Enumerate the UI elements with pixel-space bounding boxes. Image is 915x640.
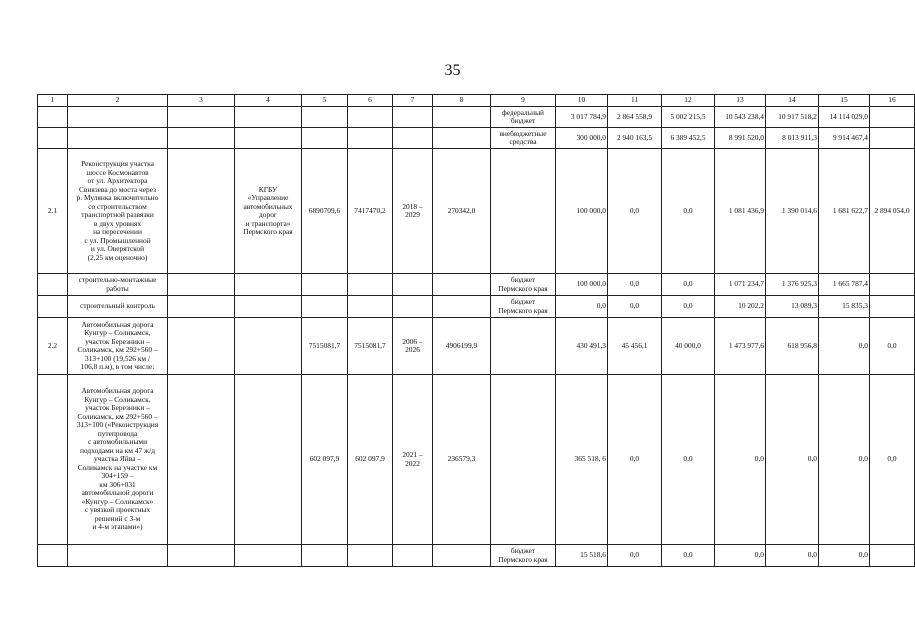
table-cell-col-10: 3 017 784,9 <box>556 107 608 128</box>
table-cell-col-12: 0,0 <box>662 274 715 296</box>
table-cell-col-1 <box>38 274 68 296</box>
table-cell-col-2 <box>68 128 168 149</box>
table-cell-col-6 <box>348 274 393 296</box>
col-num-10: 10 <box>556 95 608 107</box>
financing-table <box>37 94 915 567</box>
table-cell-col-4 <box>235 375 302 545</box>
table-cell-col-15: 1 681 622,7 <box>819 149 870 274</box>
table-cell-col-2: Автомобильная дорога Кунгур – Соликамск, участок Березники – Соликамск, км 292+560 – 313+100 (19,526 км / 106,8 п.м), в том числе: <box>68 318 168 375</box>
col-num-9: 9 <box>491 95 556 107</box>
table-cell-col-6: 602 097,9 <box>348 375 393 545</box>
col-num-6: 6 <box>348 95 393 107</box>
table-cell-col-12: 40 000,0 <box>662 318 715 375</box>
table-row <box>38 545 915 567</box>
table-cell-col-8 <box>433 128 491 149</box>
table-cell-col-15: 0,0 <box>819 545 870 567</box>
table-cell-col-9: внебюджетные средства <box>491 128 556 149</box>
table-cell-col-6 <box>348 545 393 567</box>
table-cell-col-11: 0,0 <box>608 545 662 567</box>
table-cell-col-5 <box>302 545 348 567</box>
table-cell-col-10: 100 000,0 <box>556 274 608 296</box>
table-cell-col-15: 9 914 467,4 <box>819 128 870 149</box>
table-cell-col-16 <box>870 296 915 318</box>
table-cell-col-16 <box>870 128 915 149</box>
table-cell-col-6: 7417470,2 <box>348 149 393 274</box>
table-cell-col-14: 1 376 925,3 <box>766 274 819 296</box>
table-cell-col-5 <box>302 128 348 149</box>
table-cell-col-2: строительно-монтажные работы <box>68 274 168 296</box>
table-row <box>38 375 915 545</box>
table-cell-col-7 <box>393 274 433 296</box>
table-cell-col-14: 13 089,3 <box>766 296 819 318</box>
table-cell-col-11: 2 940 163,5 <box>608 128 662 149</box>
table-cell-col-15: 15 835,3 <box>819 296 870 318</box>
table-cell-col-7: 2018 – 2029 <box>393 149 433 274</box>
table-cell-col-1 <box>38 128 68 149</box>
table-cell-col-15: 1 665 787,4 <box>819 274 870 296</box>
table-cell-col-1 <box>38 296 68 318</box>
table-cell-col-8 <box>433 107 491 128</box>
table-cell-col-13: 0,0 <box>715 545 766 567</box>
table-cell-col-9 <box>491 318 556 375</box>
col-num-11: 11 <box>608 95 662 107</box>
table-cell-col-14: 0,0 <box>766 545 819 567</box>
table-cell-col-12: 0,0 <box>662 149 715 274</box>
table-row <box>38 128 915 149</box>
table-row <box>38 296 915 318</box>
table-cell-col-1: 2.1 <box>38 149 68 274</box>
table-cell-col-3 <box>168 296 235 318</box>
table-cell-col-4 <box>235 545 302 567</box>
table-cell-col-5: 6890709,6 <box>302 149 348 274</box>
table-cell-col-7 <box>393 107 433 128</box>
table-cell-col-3 <box>168 545 235 567</box>
table-cell-col-16: 2 894 054,0 <box>870 149 915 274</box>
table-cell-col-10: 300 000,0 <box>556 128 608 149</box>
table-cell-col-3 <box>168 375 235 545</box>
col-num-2: 2 <box>68 95 168 107</box>
table-cell-col-11: 2 864 558,9 <box>608 107 662 128</box>
table-cell-col-7: 2021 – 2022 <box>393 375 433 545</box>
col-num-16: 16 <box>870 95 915 107</box>
table-cell-col-7 <box>393 545 433 567</box>
table-cell-col-12: 0,0 <box>662 545 715 567</box>
table-cell-col-16 <box>870 545 915 567</box>
table-cell-col-7: 2006 – 2026 <box>393 318 433 375</box>
table-cell-col-2: строительный контроль <box>68 296 168 318</box>
table-cell-col-3 <box>168 318 235 375</box>
table-cell-col-4 <box>235 296 302 318</box>
table-cell-col-7 <box>393 128 433 149</box>
table-cell-col-12: 0,0 <box>662 296 715 318</box>
table-cell-col-16: 0,0 <box>870 375 915 545</box>
col-num-8: 8 <box>433 95 491 107</box>
table-cell-col-12: 0,0 <box>662 375 715 545</box>
table-cell-col-3 <box>168 128 235 149</box>
table-cell-col-14: 1 390 014,6 <box>766 149 819 274</box>
table-cell-col-15: 0,0 <box>819 318 870 375</box>
col-num-3: 3 <box>168 95 235 107</box>
table-cell-col-5 <box>302 274 348 296</box>
table-cell-col-14: 0,0 <box>766 375 819 545</box>
table-cell-col-16 <box>870 274 915 296</box>
table-cell-col-8 <box>433 296 491 318</box>
table-cell-col-2 <box>68 107 168 128</box>
table-cell-col-13: 10 543 238,4 <box>715 107 766 128</box>
table-cell-col-9 <box>491 375 556 545</box>
table-cell-col-10: 100 000,0 <box>556 149 608 274</box>
table-cell-col-3 <box>168 107 235 128</box>
col-num-14: 14 <box>766 95 819 107</box>
table-cell-col-16: 0,0 <box>870 318 915 375</box>
table-cell-col-13: 8 991 520,0 <box>715 128 766 149</box>
table-cell-col-9: бюджет Пермского края <box>491 545 556 567</box>
table-cell-col-11: 0,0 <box>608 296 662 318</box>
table-cell-col-9: федеральный бюджет <box>491 107 556 128</box>
table-cell-col-8 <box>433 274 491 296</box>
table-cell-col-4: КГБУ «Управление автомобильных дорог и транспорта» Пермского края <box>235 149 302 274</box>
table-cell-col-13: 1 473 977,6 <box>715 318 766 375</box>
table-cell-col-2: Автомобильная дорога Кунгур – Соликамск, участок Березники – Соликамск, км 292+560 – 313+100 («Реконструкция путепровода с автомобильными подходами на км 47 ж/д участка Яйва – Соликамск на участке км 304+159 – км 306+031 автомобильной дороги «Кунгур – Соликамск» с увязкой проектных решений с 3-м и 4-м этапами») <box>68 375 168 545</box>
table-cell-col-5: 602 097,9 <box>302 375 348 545</box>
table-row <box>38 107 915 128</box>
table-cell-col-11: 0,0 <box>608 274 662 296</box>
column-number-row <box>38 95 915 107</box>
table-cell-col-4 <box>235 107 302 128</box>
table-cell-col-15: 0,0 <box>819 375 870 545</box>
table-cell-col-1 <box>38 375 68 545</box>
col-num-5: 5 <box>302 95 348 107</box>
table-cell-col-4 <box>235 274 302 296</box>
table-cell-col-14: 10 917 518,2 <box>766 107 819 128</box>
table-cell-col-15: 14 114 029,0 <box>819 107 870 128</box>
table-cell-col-8: 236579,3 <box>433 375 491 545</box>
table-cell-col-13: 1 081 436,9 <box>715 149 766 274</box>
table-cell-col-10: 430 491,3 <box>556 318 608 375</box>
table-cell-col-14: 618 956,8 <box>766 318 819 375</box>
table-row <box>38 318 915 375</box>
table-cell-col-12: 6 389 452,5 <box>662 128 715 149</box>
table-cell-col-6 <box>348 107 393 128</box>
col-num-13: 13 <box>715 95 766 107</box>
col-num-12: 12 <box>662 95 715 107</box>
table-row <box>38 274 915 296</box>
table-cell-col-9: бюджет Пермского края <box>491 296 556 318</box>
col-num-15: 15 <box>819 95 870 107</box>
table-cell-col-2 <box>68 545 168 567</box>
table-cell-col-1: 2.2 <box>38 318 68 375</box>
table-cell-col-4 <box>235 318 302 375</box>
table-cell-col-6 <box>348 296 393 318</box>
table-row <box>38 149 915 274</box>
col-num-1: 1 <box>38 95 68 107</box>
table-cell-col-10: 0,0 <box>556 296 608 318</box>
table-cell-col-11: 0,0 <box>608 375 662 545</box>
table-cell-col-9 <box>491 149 556 274</box>
table-cell-col-3 <box>168 149 235 274</box>
col-num-4: 4 <box>235 95 302 107</box>
col-num-7: 7 <box>393 95 433 107</box>
table-cell-col-11: 45 456,1 <box>608 318 662 375</box>
table-cell-col-8: 270342,0 <box>433 149 491 274</box>
table-cell-col-1 <box>38 545 68 567</box>
table-cell-col-5 <box>302 296 348 318</box>
table-cell-col-10: 365 518, 6 <box>556 375 608 545</box>
table-cell-col-3 <box>168 274 235 296</box>
table-cell-col-4 <box>235 128 302 149</box>
table-cell-col-7 <box>393 296 433 318</box>
table-cell-col-13: 0,0 <box>715 375 766 545</box>
table-cell-col-14: 8 013 911,3 <box>766 128 819 149</box>
table-cell-col-6 <box>348 128 393 149</box>
table-cell-col-16 <box>870 107 915 128</box>
table-cell-col-5: 7515081,7 <box>302 318 348 375</box>
table-cell-col-5 <box>302 107 348 128</box>
table-cell-col-9: бюджет Пермского края <box>491 274 556 296</box>
table-cell-col-12: 5 002 215,5 <box>662 107 715 128</box>
page-number: 35 <box>444 62 461 79</box>
table-cell-col-6: 7515081,7 <box>348 318 393 375</box>
table-cell-col-10: 15 518,6 <box>556 545 608 567</box>
table-cell-col-13: 1 071 234,7 <box>715 274 766 296</box>
table-cell-col-11: 0,0 <box>608 149 662 274</box>
table-cell-col-8 <box>433 545 491 567</box>
table-cell-col-8: 4906199,9 <box>433 318 491 375</box>
table-cell-col-2: Реконструкция участка шоссе Космонавтов от ул. Архитектора Свиязева до моста через р. Мулянка включительно со строительством транспортной развязки в двух уровнях на пересечении с ул. Промышленной и ул. Оверятской (2,25 км оценочно) <box>68 149 168 274</box>
table-cell-col-1 <box>38 107 68 128</box>
table-cell-col-13: 10 202,2 <box>715 296 766 318</box>
